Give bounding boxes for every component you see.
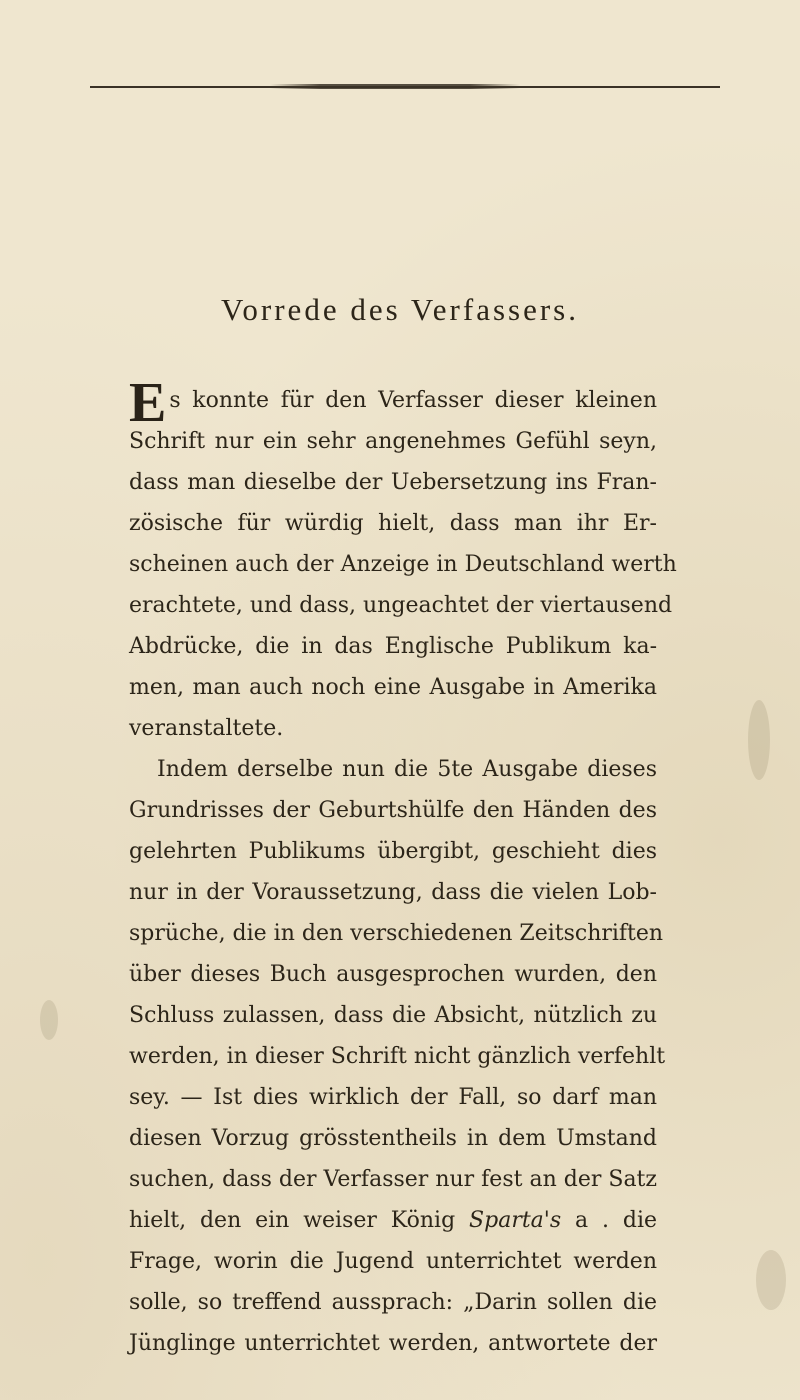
header-rule-shadow	[270, 84, 520, 89]
text-line: Jünglinge unterrichtet werden, antwortete der	[129, 1331, 657, 1356]
text-line: sprüche, die in den verschiedenen Zeitschriften	[129, 921, 664, 946]
paper-speck	[748, 700, 770, 780]
text-line	[129, 372, 657, 434]
text-line: Grundrisses der Geburtshülfe den Händen des	[129, 798, 657, 823]
text-line: zösische für würdig hielt, dass man ihr Er-	[129, 511, 657, 536]
text-fragment: a . die	[561, 1208, 657, 1233]
body-text	[129, 372, 677, 1364]
paper-speck	[40, 1000, 58, 1040]
text-line: scheinen auch der Anzeige in Deutschland werth	[129, 552, 677, 577]
text-line: dass man dieselbe der Uebersetzung ins Fran-	[129, 470, 657, 495]
italic-name: Sparta's	[469, 1208, 562, 1233]
text-line: nur in der Voraussetzung, dass die vielen Lob-	[129, 880, 657, 905]
text-line: diesen Vorzug grösstentheils in dem Umstand	[129, 1126, 657, 1151]
text-line: Schrift nur ein sehr angenehmes Gefühl seyn,	[129, 429, 657, 454]
text-line: Schluss zulassen, dass die Absicht, nützlich zu	[129, 1003, 657, 1028]
text-fragment: hielt, den ein weiser König	[129, 1208, 470, 1233]
text-line	[129, 1200, 657, 1241]
text-line: Frage, worin die Jugend unterrichtet werden	[129, 1249, 657, 1274]
page-title: Vorrede des Verfassers.	[221, 292, 579, 327]
drop-cap: E	[129, 372, 167, 434]
paper-speck	[756, 1250, 786, 1310]
text-line: Abdrücke, die in das Englische Publikum ka-	[129, 634, 657, 659]
text-line: men, man auch noch eine Ausgabe in Amerika	[129, 675, 657, 700]
first-line-text: s konnte für den Verfasser dieser kleinen	[169, 388, 657, 413]
text-line: erachtete, und dass, ungeachtet der viertausend	[129, 593, 673, 618]
text-line: über dieses Buch ausgesprochen wurden, den	[129, 962, 657, 987]
text-line: suchen, dass der Verfasser nur fest an der Satz	[129, 1167, 657, 1192]
text-line: gelehrten Publikums übergibt, geschieht dies	[129, 839, 657, 864]
text-line: Indem derselbe nun die 5te Ausgabe dieses	[157, 757, 657, 782]
text-line: veranstaltete.	[129, 716, 284, 741]
text-line: solle, so treffend aussprach: „Darin sollen die	[129, 1290, 657, 1315]
text-line: sey. — Ist dies wirklich der Fall, so darf man	[129, 1085, 657, 1110]
text-line: werden, in dieser Schrift nicht gänzlich verfehlt	[129, 1044, 666, 1069]
